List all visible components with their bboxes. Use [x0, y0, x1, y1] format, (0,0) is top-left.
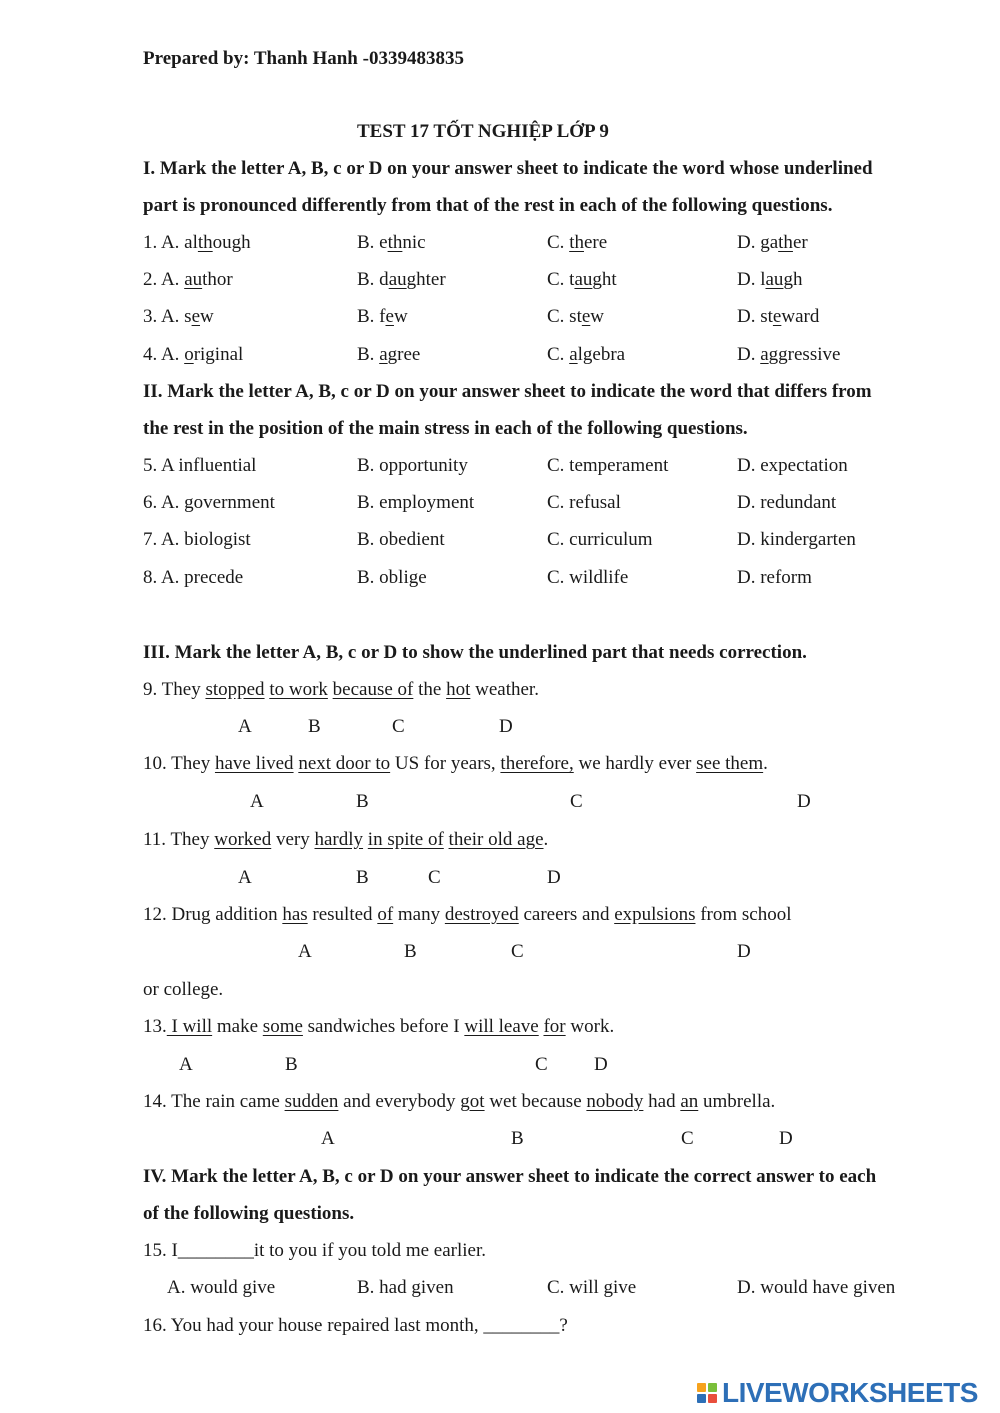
- q14-letter-d: D: [779, 1128, 793, 1149]
- q4-option-b[interactable]: B. agree: [357, 344, 421, 365]
- logo-blocks-icon: [697, 1383, 717, 1403]
- logo-block-3: [697, 1394, 706, 1403]
- q4-option-c[interactable]: C. algebra: [547, 344, 626, 365]
- section1-heading-line2: part is pronounced differently from that of the rest in each of the following questions.: [143, 195, 833, 216]
- q1-option-a[interactable]: 1. A. although: [143, 232, 251, 253]
- q7-option-c[interactable]: C. curriculum: [547, 529, 653, 550]
- q15-option-d[interactable]: D. would have given: [737, 1277, 896, 1298]
- question-14: 14. The rain came sudden and everybody got wet because nobody had an umbrella.: [143, 1091, 776, 1112]
- q2-option-b[interactable]: B. daughter: [357, 269, 446, 290]
- q6-option-d[interactable]: D. redundant: [737, 492, 837, 513]
- q11-letter-a: A: [238, 867, 252, 888]
- q15-option-b[interactable]: B. had given: [357, 1277, 454, 1298]
- q12-letter-b: B: [404, 941, 417, 962]
- q11-part-c[interactable]: in spite of: [367, 829, 444, 850]
- q1-option-b[interactable]: B. ethnic: [357, 232, 426, 253]
- q6-option-c[interactable]: C. refusal: [547, 492, 621, 513]
- section2-heading-line2: the rest in the position of the main stress in each of the following questions.: [143, 418, 748, 439]
- q3-option-a[interactable]: 3. A. sew: [143, 306, 214, 327]
- section3-heading: III. Mark the letter A, B, c or D to show the underlined part that needs correction.: [143, 642, 807, 663]
- question-9: 9. They stopped to work because of the hot weather.: [143, 679, 539, 700]
- q11-letter-b: B: [356, 867, 369, 888]
- q9-letter-a: A: [238, 716, 252, 737]
- q9-part-a[interactable]: stopped: [205, 679, 265, 700]
- q6-option-b[interactable]: B. employment: [357, 492, 475, 513]
- logo-block-2: [708, 1383, 717, 1392]
- logo-block-4: [708, 1394, 717, 1403]
- q11-part-a[interactable]: worked: [214, 829, 272, 850]
- section4-heading-line1: IV. Mark the letter A, B, c or D on your answer sheet to indicate the correct answer to each: [143, 1166, 877, 1187]
- q14-part-c[interactable]: nobody: [586, 1091, 644, 1112]
- q12-letter-c: C: [511, 941, 524, 962]
- q13-part-d[interactable]: for: [543, 1016, 566, 1037]
- prepared-by: Prepared by: Thanh Hanh -0339483835: [143, 48, 464, 69]
- q4-option-a[interactable]: 4. A. original: [143, 344, 244, 365]
- q10-part-d[interactable]: see them: [696, 753, 764, 774]
- q13-letter-b: B: [285, 1054, 298, 1075]
- section2-heading-line1: II. Mark the letter A, B, c or D on your answer sheet to indicate the word that differs from: [143, 381, 872, 402]
- liveworksheets-logo: [697, 1378, 978, 1408]
- q10-letter-b: B: [356, 791, 369, 812]
- q5-option-b[interactable]: B. opportunity: [357, 455, 468, 476]
- q11-letter-d: D: [547, 867, 561, 888]
- q5-option-d[interactable]: D. expectation: [737, 455, 848, 476]
- q13-part-b[interactable]: some: [262, 1016, 303, 1037]
- q15-option-c[interactable]: C. will give: [547, 1277, 637, 1298]
- section4-heading-line2: of the following questions.: [143, 1203, 355, 1224]
- q4-option-d[interactable]: D. aggressive: [737, 344, 841, 365]
- q10-letter-c: C: [570, 791, 583, 812]
- q9-part-d[interactable]: hot: [446, 679, 471, 700]
- q2-option-d[interactable]: D. laugh: [737, 269, 803, 290]
- q12-part-c[interactable]: destroyed: [444, 904, 519, 925]
- question-13: 13. I will make some sandwiches before I will leave for work.: [143, 1016, 615, 1037]
- q12-continuation: or college.: [143, 979, 224, 1000]
- q12-letter-a: A: [298, 941, 312, 962]
- q6-option-a[interactable]: 6. A. government: [143, 492, 275, 513]
- q2-option-a[interactable]: 2. A. author: [143, 269, 233, 290]
- q12-letter-d: D: [737, 941, 751, 962]
- q7-option-a[interactable]: 7. A. biologist: [143, 529, 251, 550]
- q13-part-a[interactable]: I will: [166, 1016, 213, 1037]
- q13-letter-d: D: [594, 1054, 608, 1075]
- question-12: 12. Drug addition has resulted of many destroyed careers and expulsions from school: [143, 904, 792, 925]
- q13-letter-c: C: [535, 1054, 548, 1075]
- q9-letter-c: C: [392, 716, 405, 737]
- q5-option-a[interactable]: 5. A influential: [143, 455, 257, 476]
- q11-part-d[interactable]: their old age: [448, 829, 544, 850]
- q1-option-d[interactable]: D. gather: [737, 232, 808, 253]
- q10-part-b[interactable]: next door to: [298, 753, 391, 774]
- q9-part-b[interactable]: to work: [269, 679, 328, 700]
- q14-part-b[interactable]: got: [460, 1091, 485, 1112]
- q8-option-b[interactable]: B. oblige: [357, 567, 427, 588]
- q15-stem: 15. I________it to you if you told me earlier.: [143, 1240, 487, 1261]
- q14-letter-c: C: [681, 1128, 694, 1149]
- test-title: TEST 17 TỐT NGHIỆP LỚP 9: [357, 121, 609, 142]
- q10-part-a[interactable]: have lived: [214, 753, 294, 774]
- q2-option-c[interactable]: C. taught: [547, 269, 617, 290]
- q10-part-c[interactable]: therefore,: [500, 753, 574, 774]
- question-11: 11. They worked very hardly in spite of their old age.: [143, 829, 549, 850]
- q9-part-c[interactable]: because of: [332, 679, 414, 700]
- q10-letter-a: A: [250, 791, 264, 812]
- q14-letter-b: B: [511, 1128, 524, 1149]
- q5-option-c[interactable]: C. temperament: [547, 455, 669, 476]
- q14-part-a[interactable]: sudden: [284, 1091, 339, 1112]
- q9-letter-b: B: [308, 716, 321, 737]
- q13-letter-a: A: [179, 1054, 193, 1075]
- q11-part-b[interactable]: hardly: [314, 829, 364, 850]
- q15-option-a[interactable]: A. would give: [167, 1277, 276, 1298]
- q3-option-c[interactable]: C. stew: [547, 306, 605, 327]
- q3-option-b[interactable]: B. few: [357, 306, 408, 327]
- q14-part-d[interactable]: an: [680, 1091, 699, 1112]
- q7-option-b[interactable]: B. obedient: [357, 529, 445, 550]
- logo-text: LIVEWORKSHEETS: [722, 1377, 978, 1408]
- q16-stem: 16. You had your house repaired last month, ________?: [143, 1315, 568, 1336]
- q12-part-b[interactable]: of: [377, 904, 394, 925]
- q3-option-d[interactable]: D. steward: [737, 306, 820, 327]
- q8-option-c[interactable]: C. wildlife: [547, 567, 629, 588]
- question-10: 10. They have lived next door to US for years, therefore, we hardly ever see them.: [143, 753, 768, 774]
- q14-letter-a: A: [321, 1128, 335, 1149]
- q1-option-c[interactable]: C. there: [547, 232, 608, 253]
- q12-part-a[interactable]: has: [282, 904, 308, 925]
- q13-part-c[interactable]: will leave: [464, 1016, 539, 1037]
- q7-option-d[interactable]: D. kindergarten: [737, 529, 856, 550]
- logo-block-1: [697, 1383, 706, 1392]
- q11-letter-c: C: [428, 867, 441, 888]
- q8-option-d[interactable]: D. reform: [737, 567, 812, 588]
- q8-option-a[interactable]: 8. A. precede: [143, 567, 244, 588]
- q9-letter-d: D: [499, 716, 513, 737]
- q10-letter-d: D: [797, 791, 811, 812]
- section1-heading-line1: I. Mark the letter A, B, c or D on your answer sheet to indicate the word whose underlined: [143, 158, 873, 179]
- q12-part-d[interactable]: expulsions: [614, 904, 696, 925]
